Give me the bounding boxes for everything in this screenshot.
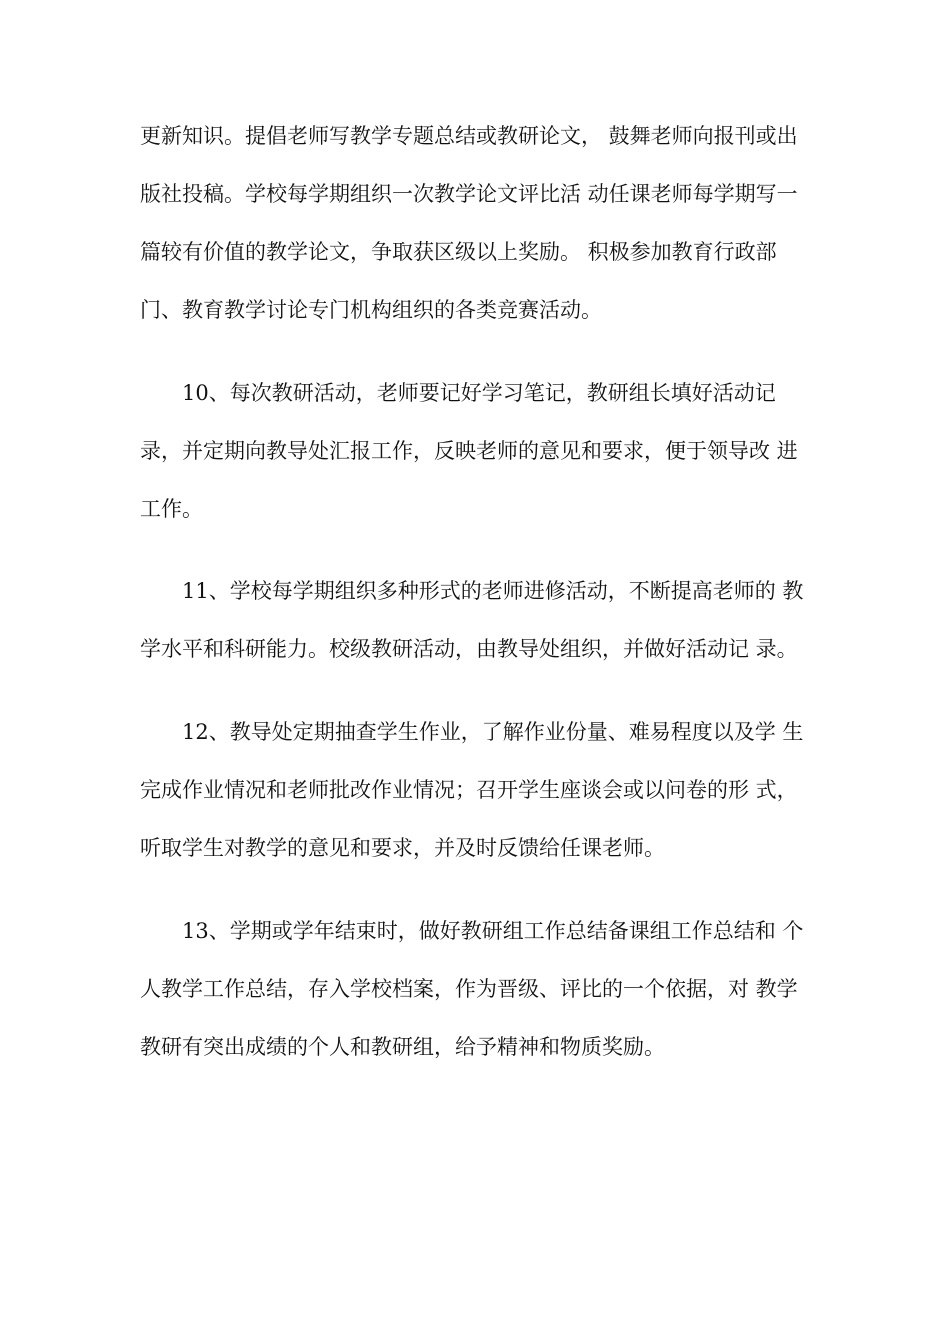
paragraph-line: 教研有突出成绩的个人和教研组，给予精神和物质奖励。 — [140, 1035, 665, 1059]
paragraph-line: 录，并定期向教导处汇报工作，反映老师的意见和要求，便于领导改 进 — [140, 439, 798, 463]
paragraph-line: 篇较有价值的教学论文，争取获区级以上奖励。 积极参加教育行政部 — [140, 240, 777, 264]
paragraph-line: 听取学生对教学的意见和要求，并及时反馈给任课老师。 — [140, 836, 665, 860]
paragraph-line: 13、学期或学年结束时，做好教研组工作总结备课组工作总结和 个 — [182, 919, 804, 943]
paragraph-line: 人教学工作总结，存入学校档案，作为晋级、评比的一个依据，对 教学 — [140, 977, 798, 1001]
paragraph-line: 门、教育教学讨论专门机构组织的各类竞赛活动。 — [140, 298, 602, 322]
paragraph-line: 学水平和科研能力。校级教研活动，由教导处组织，并做好活动记 录。 — [140, 637, 798, 661]
paragraph-line: 工作。 — [140, 497, 203, 521]
paragraph-line: 10、每次教研活动，老师要记好学习笔记，教研组长填好活动记 — [182, 381, 776, 405]
paragraph-line: 更新知识。提倡老师写教学专题总结或教研论文， 鼓舞老师向报刊或出 — [140, 124, 798, 148]
paragraph-line: 11、学校每学期组织多种形式的老师进修活动，不断提高老师的 教 — [182, 579, 804, 603]
paragraph-line: 完成作业情况和老师批改作业情况；召开学生座谈会或以问卷的形 式， — [140, 778, 798, 802]
paragraph-line: 12、教导处定期抽查学生作业，了解作业份量、难易程度以及学 生 — [182, 720, 804, 744]
paragraph-line: 版社投稿。学校每学期组织一次教学论文评比活 动任课老师每学期写一 — [140, 182, 798, 206]
